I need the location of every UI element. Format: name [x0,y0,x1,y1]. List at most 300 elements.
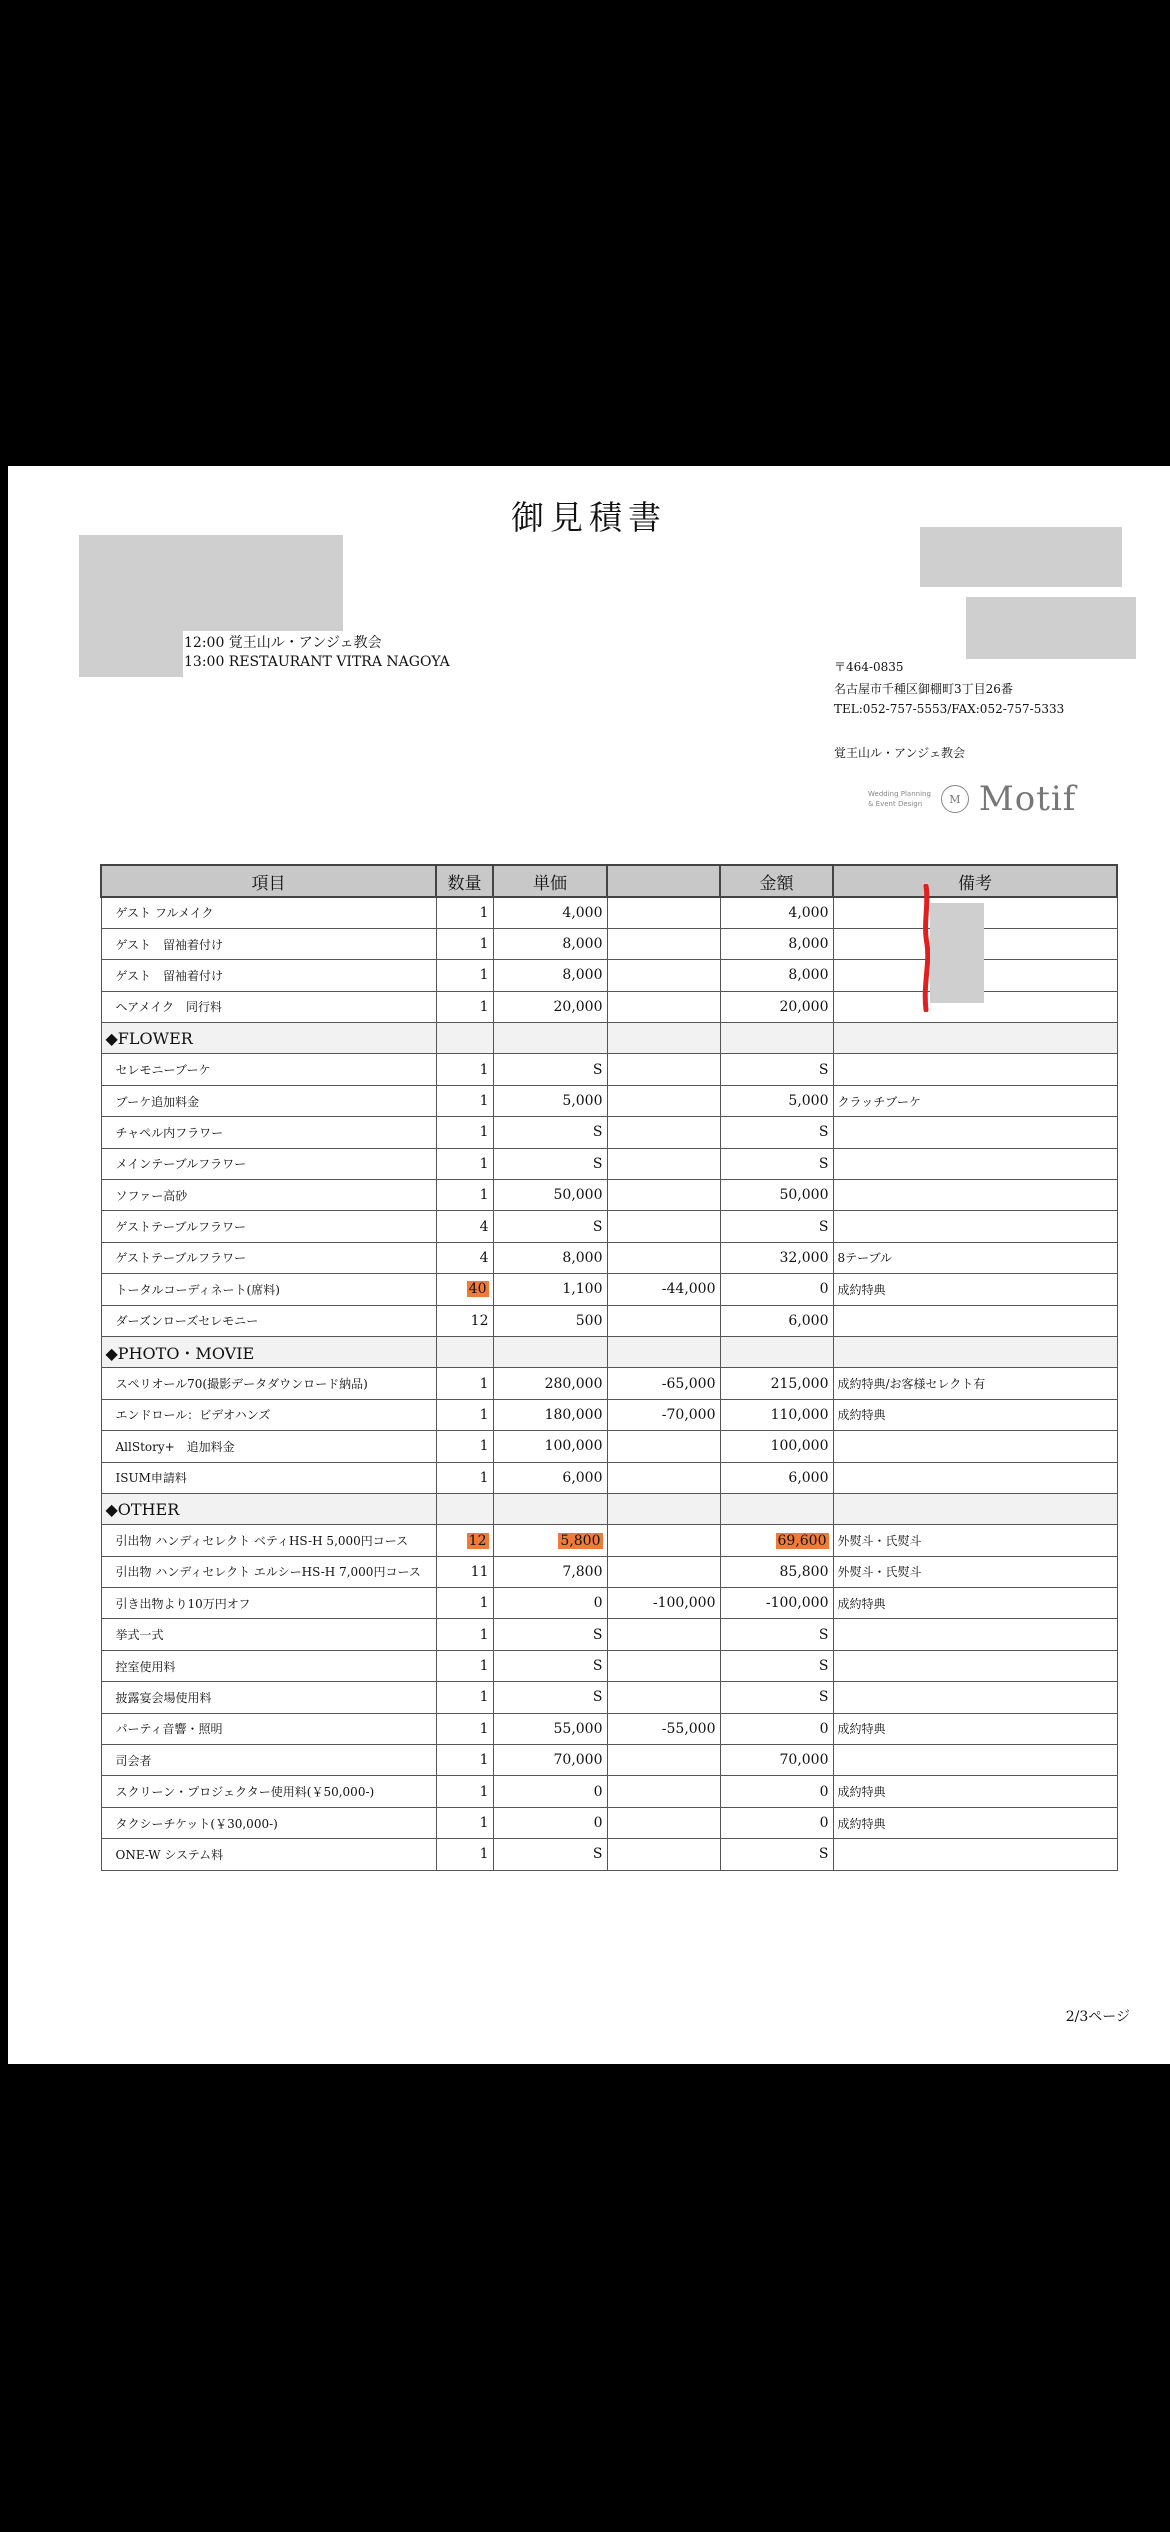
cell-amount [720,1525,833,1556]
cell-unit-price [493,1148,607,1179]
cell-quantity-text: 1 [479,936,489,953]
table-row [101,1807,1117,1838]
cell-unit-price [493,1745,607,1776]
cell-amount [720,1085,833,1116]
cell-discount [607,1054,720,1085]
cell-unit-price [493,928,607,959]
cell-remarks [833,1588,1117,1619]
cell-amount [720,1431,833,1462]
section-label: ◆OTHER [101,1493,436,1524]
table-row [101,1650,1117,1681]
cell-remarks [833,1274,1117,1305]
section-label: ◆PHOTO・MOVIE [101,1336,436,1367]
cell-item-text: ダーズンローズセレモニー [115,1314,259,1329]
cell-quantity [436,1431,493,1462]
table-row [101,1556,1117,1587]
cell-discount-text: -100,000 [652,1595,716,1612]
logo-mark-icon: M [941,785,969,813]
cell-unit-price-text: S [592,1658,603,1675]
cell-remarks-text: 8テーブル [837,1251,893,1266]
cell-item [101,1305,436,1336]
cell-amount [720,960,833,991]
cell-item-text: タクシーチケット(￥30,000-) [115,1816,278,1831]
cell-item [101,1211,436,1242]
cell-item [101,991,436,1022]
cell-remarks [833,1054,1117,1085]
cell-amount [720,1211,833,1242]
cell-amount-text: 0 [819,1720,829,1737]
cell-quantity [436,1745,493,1776]
header-unit-price: 単価 [493,865,607,897]
cell-discount [607,1713,720,1744]
table-row [101,1619,1117,1650]
logo-tagline: Wedding Planning & Event Design [868,790,931,808]
cell-unit-price-text: S [592,1061,603,1078]
cell-item [101,1588,436,1619]
cell-discount [607,1619,720,1650]
cell-quantity-text: 1 [479,1815,489,1832]
cell-unit-price-text: S [592,1218,603,1235]
cell-remarks-text: 成約特典 [837,1282,886,1297]
table-row [101,1211,1117,1242]
cell-item-text: パーティ音響・照明 [115,1722,223,1737]
redacted-recipient-block [79,535,343,631]
header-item: 項目 [101,865,436,897]
cell-item [101,1148,436,1179]
section-label: ◆FLOWER [101,1023,436,1054]
cell-item [101,1525,436,1556]
cell-quantity [436,1807,493,1838]
cell-item-text: ヘアメイク 同行料 [115,1000,222,1015]
cell-discount [607,1399,720,1430]
cell-amount [720,1807,833,1838]
cell-discount [607,897,720,928]
cell-discount [607,1650,720,1681]
cell-amount-text: S [818,1626,829,1643]
cell-remarks [833,1713,1117,1744]
cell-quantity [436,1242,493,1273]
cell-item-text: ブーケ追加料金 [115,1094,200,1109]
cell-quantity-text: 4 [479,1218,489,1235]
cell-amount-text: -100,000 [765,1595,829,1612]
cell-amount-text: 215,000 [770,1375,829,1392]
table-row [101,1148,1117,1179]
cell-item-text: ゲスト 留袖着付け [115,937,224,952]
cell-discount [607,1556,720,1587]
cell-amount [720,1713,833,1744]
cell-amount-text: 69,600 [777,1532,827,1549]
company-venue: 覚王山ル・アンジェ教会 [834,746,965,760]
cell-unit-price-text: 1,100 [562,1281,603,1298]
header-discount [607,865,720,897]
cell-item [101,1556,436,1587]
schedule-reception: 13:00 RESTAURANT VITRA NAGOYA [184,654,450,670]
table-row [101,1242,1117,1273]
cell-quantity [436,1588,493,1619]
cell-quantity-text: 1 [479,1783,489,1800]
cell-item-text: トータルコーディネート(席料) [115,1282,280,1297]
cell-unit-price [493,1713,607,1744]
cell-amount-text: 0 [819,1815,829,1832]
section-empty-cell [436,1493,493,1524]
cell-unit-price-text: S [592,1689,603,1706]
cell-quantity-text: 1 [479,904,489,921]
cell-unit-price-text: 7,800 [562,1563,603,1580]
cell-unit-price [493,1399,607,1430]
cell-remarks-text: クラッチブーケ [837,1094,921,1109]
cell-discount [607,1085,720,1116]
section-empty-cell [436,1023,493,1054]
table-row [101,1588,1117,1619]
cell-discount [607,1588,720,1619]
cell-quantity-text: 1 [479,1124,489,1141]
cell-unit-price-text: 180,000 [544,1406,603,1423]
cell-amount [720,1117,833,1148]
cell-item [101,1431,436,1462]
cell-unit-price [493,1085,607,1116]
company-postal: 〒464-0835 [834,660,904,674]
cell-item-text: ゲスト フルメイク [115,906,214,921]
cell-quantity-text: 1 [479,1595,489,1612]
cell-quantity [436,1148,493,1179]
cell-remarks-text: 成約特典 [837,1722,886,1737]
cell-unit-price-text: S [592,1626,603,1643]
cell-remarks-text: 成約特典 [837,1816,886,1831]
cell-amount [720,1556,833,1587]
red-scribble-mark [922,884,930,1012]
cell-remarks [833,1368,1117,1399]
cell-amount [720,1745,833,1776]
cell-unit-price-text: S [592,1124,603,1141]
cell-discount [607,1274,720,1305]
cell-quantity-text: 1 [479,1752,489,1769]
cell-discount-text: -70,000 [661,1406,716,1423]
cell-quantity [436,1274,493,1305]
cell-remarks-text: 成約特典/お客様セレクト有 [837,1377,986,1392]
cell-unit-price [493,1839,607,1870]
cell-item-text: スクリーン・プロジェクター使用料(￥50,000-) [115,1785,375,1800]
cell-amount [720,991,833,1022]
cell-unit-price [493,1054,607,1085]
cell-unit-price [493,1776,607,1807]
cell-discount [607,1462,720,1493]
cell-remarks-text: 成約特典 [837,1408,886,1423]
cell-quantity [436,1054,493,1085]
cell-item [101,1274,436,1305]
cell-amount [720,1148,833,1179]
cell-item-text: 控室使用料 [115,1659,176,1674]
document-title: 御見積書 [511,498,667,537]
cell-item-text: AllStory+ 追加料金 [115,1439,235,1454]
cell-quantity [436,1713,493,1744]
cell-remarks [833,1619,1117,1650]
cell-remarks [833,1211,1117,1242]
cell-amount [720,1776,833,1807]
table-header-row [101,865,1117,897]
cell-item-text: ソファー高砂 [115,1188,188,1203]
cell-amount [720,928,833,959]
cell-remarks [833,1180,1117,1211]
cell-unit-price-text: 55,000 [553,1720,603,1737]
table-row [101,1085,1117,1116]
cell-quantity [436,960,493,991]
table-row [101,1180,1117,1211]
cell-amount-text: 32,000 [779,1249,829,1266]
cell-unit-price [493,1588,607,1619]
cell-discount [607,928,720,959]
cell-item [101,1180,436,1211]
section-empty-cell [607,1023,720,1054]
cell-item [101,1117,436,1148]
cell-unit-price-text: 0 [593,1595,603,1612]
cell-discount [607,1525,720,1556]
cell-remarks [833,1431,1117,1462]
cell-item [101,1619,436,1650]
cell-amount [720,1274,833,1305]
logo-wordmark: Motif [978,779,1077,819]
cell-amount-text: 5,000 [788,1093,829,1110]
cell-quantity [436,1650,493,1681]
cell-item-text: 披露宴会場使用料 [115,1690,212,1705]
cell-unit-price-text: 280,000 [544,1375,603,1392]
cell-unit-price [493,1117,607,1148]
cell-remarks-text: 成約特典 [837,1596,886,1611]
cell-amount-text: S [818,1689,829,1706]
cell-amount [720,1650,833,1681]
cell-amount-text: 8,000 [788,936,829,953]
cell-remarks [833,1525,1117,1556]
cell-unit-price [493,1180,607,1211]
cell-item-text: スペリオール70(撮影データダウンロード納品) [115,1377,368,1392]
cell-item-text: 挙式一式 [115,1628,164,1643]
cell-quantity-text: 1 [479,1093,489,1110]
section-empty-cell [493,1336,607,1367]
table-row [101,1682,1117,1713]
section-empty-cell [436,1336,493,1367]
cell-quantity [436,1305,493,1336]
cell-item [101,1368,436,1399]
cell-item [101,1054,436,1085]
cell-unit-price [493,991,607,1022]
cell-remarks [833,1807,1117,1838]
cell-unit-price [493,1807,607,1838]
cell-unit-price [493,1556,607,1587]
cell-item [101,1462,436,1493]
cell-item-text: ゲスト 留袖着付け [115,968,224,983]
schedule-ceremony: 12:00 覚王山ル・アンジェ教会 [184,635,382,651]
section-empty-cell [493,1023,607,1054]
document-page [8,466,1170,2064]
cell-item-text: 引出物 ハンディセレクト エルシーHS-H 7,000円コース [115,1565,421,1580]
cell-amount-text: S [818,1124,829,1141]
cell-amount-text: 110,000 [770,1406,829,1423]
table-row [101,1054,1117,1085]
redacted-remarks-block [930,903,984,1003]
cell-quantity-text: 1 [479,1187,489,1204]
table-row [101,1399,1117,1430]
cell-amount-text: 6,000 [788,1312,829,1329]
cell-amount-text: 20,000 [779,998,829,1015]
cell-amount-text: S [818,1218,829,1235]
cell-item-text: メインテーブルフラワー [115,1157,247,1172]
cell-item [101,960,436,991]
cell-item-text: ゲストテーブルフラワー [115,1251,246,1266]
cell-unit-price [493,1274,607,1305]
cell-quantity-text: 1 [479,998,489,1015]
cell-amount-text: 0 [819,1783,829,1800]
cell-quantity-text: 1 [479,1626,489,1643]
cell-remarks [833,1462,1117,1493]
cell-discount [607,991,720,1022]
cell-quantity [436,1085,493,1116]
cell-unit-price-text: 8,000 [562,967,603,984]
cell-quantity-text: 1 [479,1406,489,1423]
cell-quantity [436,928,493,959]
cell-remarks [833,1085,1117,1116]
cell-amount [720,1242,833,1273]
cell-amount-text: S [818,1155,829,1172]
estimate-table [100,864,1118,1871]
cell-remarks [833,1399,1117,1430]
cell-unit-price [493,1682,607,1713]
cell-item [101,1776,436,1807]
cell-discount-text: -44,000 [661,1281,716,1298]
cell-discount [607,1305,720,1336]
cell-quantity [436,1399,493,1430]
cell-unit-price-text: 50,000 [553,1187,603,1204]
cell-quantity-text: 12 [470,1312,489,1329]
cell-discount [607,1117,720,1148]
cell-unit-price-text: S [592,1846,603,1863]
table-row [101,1839,1117,1870]
cell-discount [607,1839,720,1870]
cell-amount [720,897,833,928]
cell-unit-price-text: 8,000 [562,1249,603,1266]
cell-quantity-text: 1 [479,1438,489,1455]
table-section-row [101,1336,1117,1367]
cell-unit-price-text: 8,000 [562,936,603,953]
cell-quantity-text: 1 [479,1155,489,1172]
table-row [101,1305,1117,1336]
cell-quantity-text: 1 [479,1061,489,1078]
cell-quantity-text: 4 [479,1249,489,1266]
cell-item-text: ゲストテーブルフラワー [115,1220,246,1235]
redacted-recipient-block-lower [79,631,183,677]
redacted-company-block [920,527,1122,587]
cell-discount [607,1431,720,1462]
cell-discount [607,1242,720,1273]
cell-quantity-text: 1 [479,1375,489,1392]
cell-quantity-text: 11 [470,1563,489,1580]
redacted-stamp-block [966,597,1136,659]
table-row [101,1713,1117,1744]
cell-amount [720,1682,833,1713]
company-address: 名古屋市千種区御棚町3丁目26番 [834,682,1013,696]
table-row [101,1368,1117,1399]
cell-unit-price-text: 5,800 [560,1532,601,1549]
table-section-row [101,1493,1117,1524]
company-tel-fax: TEL:052-757-5553/FAX:052-757-5333 [834,702,1065,716]
cell-discount [607,1682,720,1713]
cell-quantity-text: 40 [468,1281,487,1298]
cell-remarks-text: 外熨斗・氏熨斗 [837,1565,922,1580]
cell-amount-text: S [818,1846,829,1863]
cell-unit-price-text: 5,000 [562,1093,603,1110]
cell-quantity-text: 12 [468,1532,487,1549]
cell-discount [607,1776,720,1807]
cell-item-text: 引き出物より10万円オフ [115,1596,251,1611]
cell-amount-text: 100,000 [770,1438,829,1455]
cell-remarks [833,1839,1117,1870]
table-row [101,1525,1117,1556]
cell-amount-text: S [818,1061,829,1078]
cell-unit-price-text: S [592,1155,603,1172]
cell-amount-text: 70,000 [779,1752,829,1769]
cell-quantity [436,1368,493,1399]
table-row [101,1431,1117,1462]
page-number: 2/3ページ [1065,2009,1130,2025]
cell-amount [720,1839,833,1870]
section-empty-cell [720,1336,833,1367]
cell-item [101,1839,436,1870]
cell-discount-text: -65,000 [661,1375,716,1392]
cell-amount [720,1180,833,1211]
cell-quantity [436,897,493,928]
cell-amount-text: 8,000 [788,967,829,984]
table-body [101,897,1117,1870]
cell-quantity [436,1117,493,1148]
cell-quantity [436,1462,493,1493]
cell-remarks [833,1305,1117,1336]
cell-item-text: 引出物 ハンディセレクト ベティHS-H 5,000円コース [115,1534,409,1548]
cell-item [101,897,436,928]
cell-quantity-text: 1 [479,1846,489,1863]
cell-remarks-text: 外熨斗・氏熨斗 [837,1534,922,1548]
cell-amount [720,1462,833,1493]
cell-unit-price [493,897,607,928]
cell-item [101,1650,436,1681]
header-amount: 金額 [720,865,833,897]
cell-quantity [436,1211,493,1242]
cell-discount [607,1368,720,1399]
cell-quantity [436,1682,493,1713]
section-empty-cell [833,1336,1117,1367]
section-empty-cell [607,1336,720,1367]
table-row [101,1745,1117,1776]
cell-quantity [436,1776,493,1807]
cell-unit-price [493,1305,607,1336]
cell-item-text: セレモニーブーケ [115,1063,211,1078]
cell-amount [720,1399,833,1430]
cell-item-text: 司会者 [115,1753,152,1768]
cell-amount-text: 4,000 [788,904,829,921]
table-row [101,1274,1117,1305]
cell-remarks [833,1242,1117,1273]
section-empty-cell [720,1493,833,1524]
cell-unit-price [493,1462,607,1493]
cell-amount-text: S [818,1658,829,1675]
cell-quantity [436,1619,493,1650]
cell-quantity-text: 1 [479,967,489,984]
header-remarks: 備考 [833,865,1117,897]
cell-item [101,928,436,959]
section-empty-cell [607,1493,720,1524]
cell-remarks [833,1148,1117,1179]
cell-quantity [436,1839,493,1870]
cell-quantity-text: 1 [479,1658,489,1675]
cell-quantity-text: 1 [479,1469,489,1486]
cell-item [101,1807,436,1838]
